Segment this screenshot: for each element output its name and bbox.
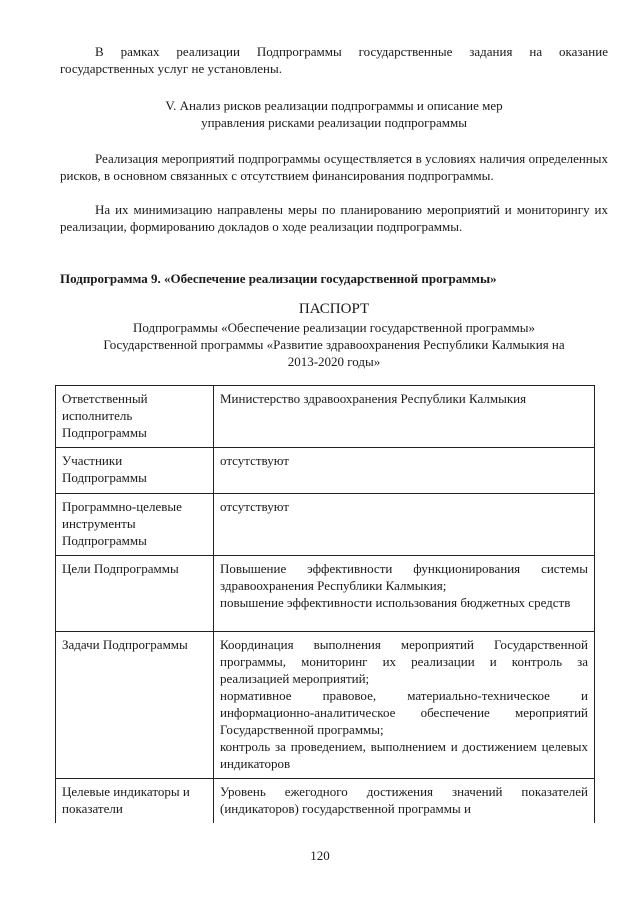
row-key: Ответственный исполнитель Подпрограммы: [56, 386, 214, 448]
table-row: [56, 494, 595, 556]
mitigation-paragraph: На их минимизацию направлены меры по планированию мероприятий и мониторингу их реализации, формированию докладов о ходе реализации подпрограммы.: [60, 202, 608, 234]
page-number: 120: [310, 848, 330, 863]
intro-paragraph: В рамках реализации Подпрограммы государственные задания на оказание государственных услуг не установлены.: [60, 44, 608, 76]
passport-subtitle-line: Государственной программы «Развитие здравоохранения Республики Калмыкия на: [103, 337, 565, 352]
table-row: [56, 386, 595, 448]
section-heading-line: управления рисками реализации подпрограммы: [201, 115, 467, 130]
passport-heading-block: [60, 300, 608, 370]
row-value-line: отсутствуют: [220, 453, 289, 468]
row-key: Участники Подпрограммы: [56, 448, 214, 494]
subprogram-title: Подпрограмма 9. «Обеспечение реализации государственной программы»: [60, 271, 497, 286]
passport-heading: ПАСПОРТ: [298, 301, 370, 317]
row-value-line: Повышение эффективности функционирования системы здравоохранения Республики Калмыкия;: [220, 561, 588, 593]
row-value: [214, 632, 595, 779]
section-heading-line: V. Анализ рисков реализации подпрограммы и описание мер: [165, 98, 503, 113]
row-value-line: Уровень ежегодного достижения значений показателей (индикаторов) государственной программы и: [220, 784, 588, 816]
passport-table: [55, 385, 595, 823]
table-row: [56, 632, 595, 779]
row-value-line: отсутствуют: [220, 499, 289, 514]
passport-subtitle-line: 2013-2020 годы»: [287, 354, 381, 369]
row-key: Цели Подпрограммы: [56, 556, 214, 632]
row-value-line: повышение эффективности использования бюджетных средств: [220, 595, 571, 610]
row-value-line: Министерство здравоохранения Республики Калмыкия: [220, 391, 527, 406]
row-value: [214, 494, 595, 556]
table-row: [56, 779, 595, 824]
row-value: [214, 448, 595, 494]
row-value-line: контроль за проведением, выполнением и достижением целевых индикаторов: [220, 739, 588, 771]
row-value-line: нормативное правовое, материально-техническое и информационно-аналитическое обеспечение мероприятий Государственной программы;: [220, 688, 588, 737]
row-value-line: Координация выполнения мероприятий Государственной программы, мониторинг их реализации и контроль за реализацией мероприятий;: [220, 637, 588, 686]
table-row: [56, 448, 595, 494]
row-key: Задачи Подпрограммы: [56, 632, 214, 779]
section-heading: [60, 97, 608, 131]
risk-paragraph: Реализация мероприятий подпрограммы осуществляется в условиях наличия определенных рисков, в основном связанных с отсутствием финансирования подпрограммы.: [60, 151, 608, 183]
row-value: [214, 779, 595, 824]
table-row: [56, 556, 595, 632]
passport-subtitle-line: Подпрограммы «Обеспечение реализации государственной программы»: [133, 320, 535, 335]
row-key: Целевые индикаторы и показатели: [56, 779, 214, 824]
row-key: Программно-целевые инструменты Подпрограммы: [56, 494, 214, 556]
row-value: [214, 556, 595, 632]
row-value: [214, 386, 595, 448]
